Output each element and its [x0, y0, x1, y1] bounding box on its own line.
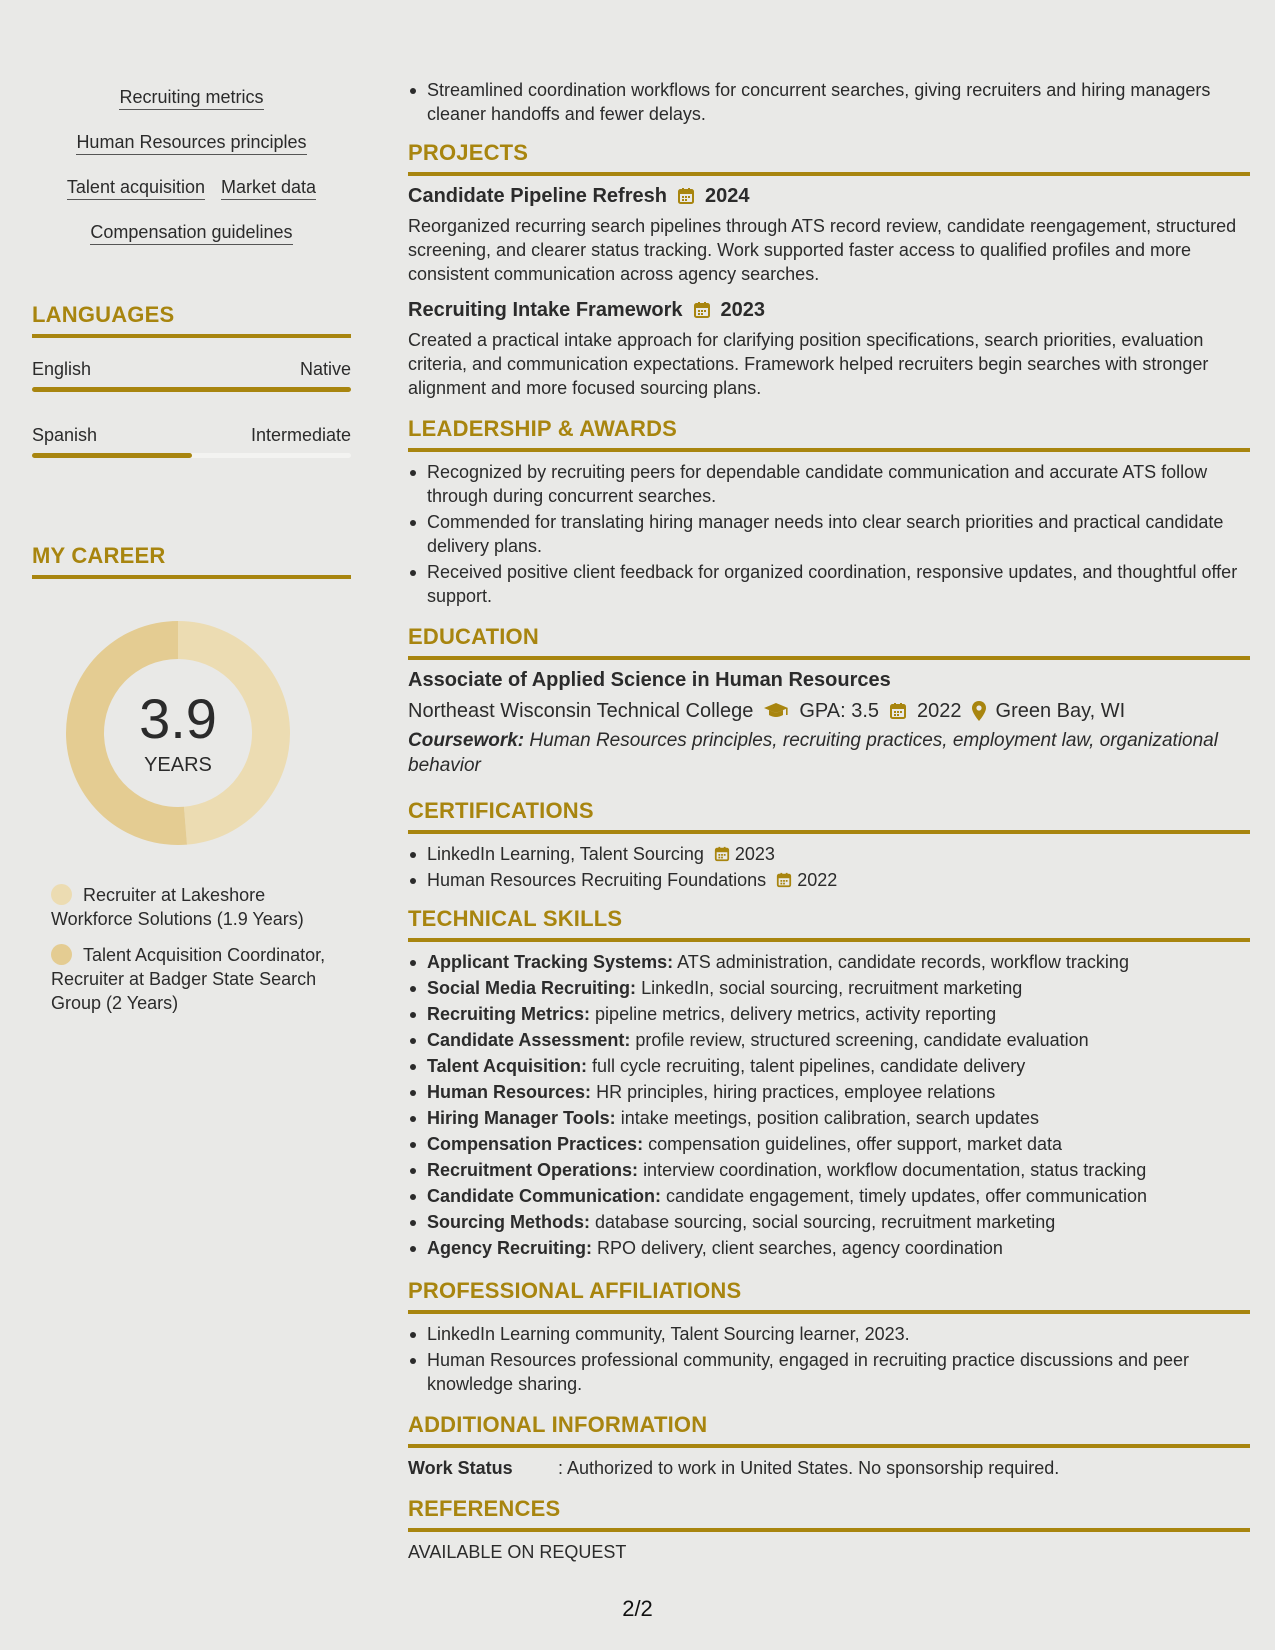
list-item: Recognized by recruiting peers for dependable candidate communication and accurate ATS follow through during concurrent searches.	[408, 460, 1250, 508]
education-details	[408, 698, 1250, 724]
certification-year: 2022	[797, 870, 838, 890]
skill-tag: Recruiting metrics	[119, 86, 263, 110]
skills-list	[408, 950, 1250, 1260]
skill-category: Agency Recruiting:	[427, 1238, 593, 1258]
project-year: 2024	[704, 185, 750, 207]
leadership-section	[408, 416, 1250, 608]
certifications-title: CERTIFICATIONS	[408, 798, 1250, 834]
project-description: Created a practical intake approach for clarifying position specifications, search priorities, evaluation criteria, and communication expectations. Framework helped recruiters begin searches with stronger alignment and more focused sourcing plans.	[408, 330, 1209, 398]
career-legend	[51, 883, 351, 1027]
list-item: Commended for translating hiring manager needs into clear search priorities and practical candidate delivery plans.	[408, 510, 1250, 558]
career-legend-label: Recruiter at Lakeshore Workforce Solutions (1.9 Years)	[51, 885, 304, 929]
affiliations-section	[408, 1278, 1250, 1396]
education-section	[408, 624, 1250, 778]
skill-values: database sourcing, social sourcing, recruitment marketing	[595, 1212, 1056, 1232]
skill-category: Human Resources:	[427, 1082, 592, 1102]
skill-tag: Human Resources principles	[76, 131, 306, 155]
language-bar-fill	[32, 453, 192, 458]
career-total-years: 3.9	[139, 687, 217, 750]
project-heading	[408, 184, 1250, 208]
certification-name: LinkedIn Learning, Talent Sourcing	[427, 844, 704, 864]
languages-title: LANGUAGES	[32, 302, 351, 338]
skill-item	[408, 1028, 1250, 1052]
skill-item	[408, 1132, 1250, 1156]
skill-category: Recruiting Metrics:	[427, 1004, 591, 1024]
calendar-icon	[776, 872, 792, 888]
coursework-text: Human Resources principles, recruiting practices, employment law, organizational behavior	[408, 730, 1218, 776]
experience-bullets	[408, 78, 1250, 126]
skill-item	[408, 1054, 1250, 1078]
skill-category: Compensation Practices:	[427, 1134, 644, 1154]
coursework-label: Coursework:	[408, 730, 525, 751]
certification-item	[408, 868, 1250, 892]
skill-item	[408, 1002, 1250, 1026]
location-pin-icon	[972, 701, 986, 721]
certification-name: Human Resources Recruiting Foundations	[427, 870, 767, 890]
project-heading	[408, 298, 1250, 322]
project-year: 2023	[720, 299, 766, 321]
skill-values: intake meetings, position calibration, search updates	[620, 1108, 1039, 1128]
career-donut-chart	[66, 621, 290, 845]
language-level: Intermediate	[250, 425, 351, 445]
language-bar-fill	[32, 387, 351, 392]
calendar-icon	[714, 846, 730, 862]
skill-item	[408, 1184, 1250, 1208]
skill-category: Candidate Communication:	[427, 1186, 662, 1206]
list-item: LinkedIn Learning community, Talent Sourcing learner, 2023.	[408, 1322, 1250, 1346]
skill-tag: Compensation guidelines	[90, 221, 292, 245]
skill-item	[408, 950, 1250, 974]
legend-dot-icon	[51, 884, 72, 905]
skill-category: Sourcing Methods:	[427, 1212, 590, 1232]
skill-category: Candidate Assessment:	[427, 1030, 631, 1050]
work-status-row	[408, 1456, 1250, 1480]
references-section	[408, 1496, 1250, 1564]
skill-category: Social Media Recruiting:	[427, 978, 637, 998]
career-title: MY CAREER	[32, 543, 351, 579]
skill-item	[408, 1236, 1250, 1260]
references-title: REFERENCES	[408, 1496, 1250, 1532]
language-bar	[32, 453, 351, 458]
projects-section	[408, 140, 1250, 400]
skill-values: interview coordination, workflow documentation, status tracking	[643, 1160, 1147, 1180]
skill-tags	[32, 86, 351, 266]
skill-item	[408, 976, 1250, 1000]
skill-values: pipeline metrics, delivery metrics, activity reporting	[595, 1004, 997, 1024]
career-section	[32, 543, 351, 1013]
language-bar	[32, 387, 351, 392]
education-title: EDUCATION	[408, 624, 1250, 660]
calendar-icon	[693, 301, 711, 319]
experience-bullet: Streamlined coordination workflows for concurrent searches, giving recruiters and hiring managers cleaner handoffs and fewer delays.	[408, 78, 1250, 126]
language-item	[32, 424, 351, 458]
right-column	[408, 78, 1250, 1564]
skill-values: HR principles, hiring practices, employee relations	[596, 1082, 996, 1102]
skill-tag: Talent acquisition	[67, 176, 205, 200]
projects-title: PROJECTS	[408, 140, 1250, 176]
graduation-year: 2022	[917, 700, 962, 722]
skill-item	[408, 1210, 1250, 1234]
project-description: Reorganized recurring search pipelines through ATS record review, candidate reengagement, structured screening, and clearer status tracking. Work supported faster access to qualified profiles and more consistent communication across agency searches.	[408, 216, 1237, 284]
work-status-label: Work Status	[408, 1458, 513, 1478]
skill-values: profile review, structured screening, candidate evaluation	[635, 1030, 1089, 1050]
coursework	[408, 728, 1250, 778]
skill-item	[408, 1158, 1250, 1182]
calendar-icon	[889, 702, 907, 720]
language-name: English	[32, 359, 92, 379]
project-name: Recruiting Intake Framework	[408, 299, 683, 321]
language-name: Spanish	[32, 425, 98, 445]
school-location: Green Bay, WI	[995, 700, 1126, 722]
languages-section	[32, 302, 351, 458]
certifications-list	[408, 842, 1250, 892]
list-item: Human Resources professional community, engaged in recruiting practice discussions and peer knowledge sharing.	[408, 1348, 1250, 1396]
certification-item	[408, 842, 1250, 866]
skill-tag: Market data	[221, 176, 316, 200]
certifications-section	[408, 798, 1250, 892]
certification-year: 2023	[734, 844, 775, 864]
language-item	[32, 358, 351, 392]
skill-values: candidate engagement, timely updates, offer communication	[666, 1186, 1147, 1206]
career-total-unit: YEARS	[144, 754, 212, 776]
graduation-cap-icon	[763, 702, 789, 720]
skill-category: Talent Acquisition:	[427, 1056, 587, 1076]
page-number: 2/2	[622, 1596, 653, 1621]
leadership-list	[408, 460, 1250, 608]
school-name: Northeast Wisconsin Technical College	[408, 700, 754, 722]
leadership-title: LEADERSHIP & AWARDS	[408, 416, 1250, 452]
degree-title: Associate of Applied Science in Human Resources	[408, 669, 891, 691]
skill-item	[408, 1080, 1250, 1104]
skill-values: compensation guidelines, offer support, market data	[648, 1134, 1062, 1154]
skill-category: Hiring Manager Tools:	[427, 1108, 616, 1128]
language-level: Native	[299, 359, 351, 379]
work-status-value: : Authorized to work in United States. No sponsorship required.	[558, 1458, 1060, 1478]
skill-values: RPO delivery, client searches, agency coordination	[597, 1238, 1003, 1258]
career-legend-item	[51, 943, 351, 1015]
additional-info-section	[408, 1412, 1250, 1480]
skills-section	[408, 906, 1250, 1260]
skill-category: Applicant Tracking Systems:	[427, 952, 674, 972]
references-text: AVAILABLE ON REQUEST	[408, 1542, 627, 1562]
career-legend-label: Talent Acquisition Coordinator, Recruiter at Badger State Search Group (2 Years)	[51, 945, 326, 1013]
calendar-icon	[677, 187, 695, 205]
legend-dot-icon	[51, 944, 72, 965]
affiliations-title: PROFESSIONAL AFFILIATIONS	[408, 1278, 1250, 1314]
list-item: Received positive client feedback for organized coordination, responsive updates, and thoughtful offer support.	[408, 560, 1250, 608]
skill-values: full cycle recruiting, talent pipelines, candidate delivery	[592, 1056, 1026, 1076]
additional-info-title: ADDITIONAL INFORMATION	[408, 1412, 1250, 1448]
skill-values: LinkedIn, social sourcing, recruitment marketing	[641, 978, 1023, 998]
career-legend-item	[51, 883, 351, 931]
gpa: GPA: 3.5	[799, 700, 880, 722]
project-name: Candidate Pipeline Refresh	[408, 185, 667, 207]
skill-item	[408, 1106, 1250, 1130]
skill-category: Recruitment Operations:	[427, 1160, 639, 1180]
affiliations-list	[408, 1322, 1250, 1396]
skill-values: ATS administration, candidate records, workflow tracking	[677, 952, 1129, 972]
skills-title: TECHNICAL SKILLS	[408, 906, 1250, 942]
